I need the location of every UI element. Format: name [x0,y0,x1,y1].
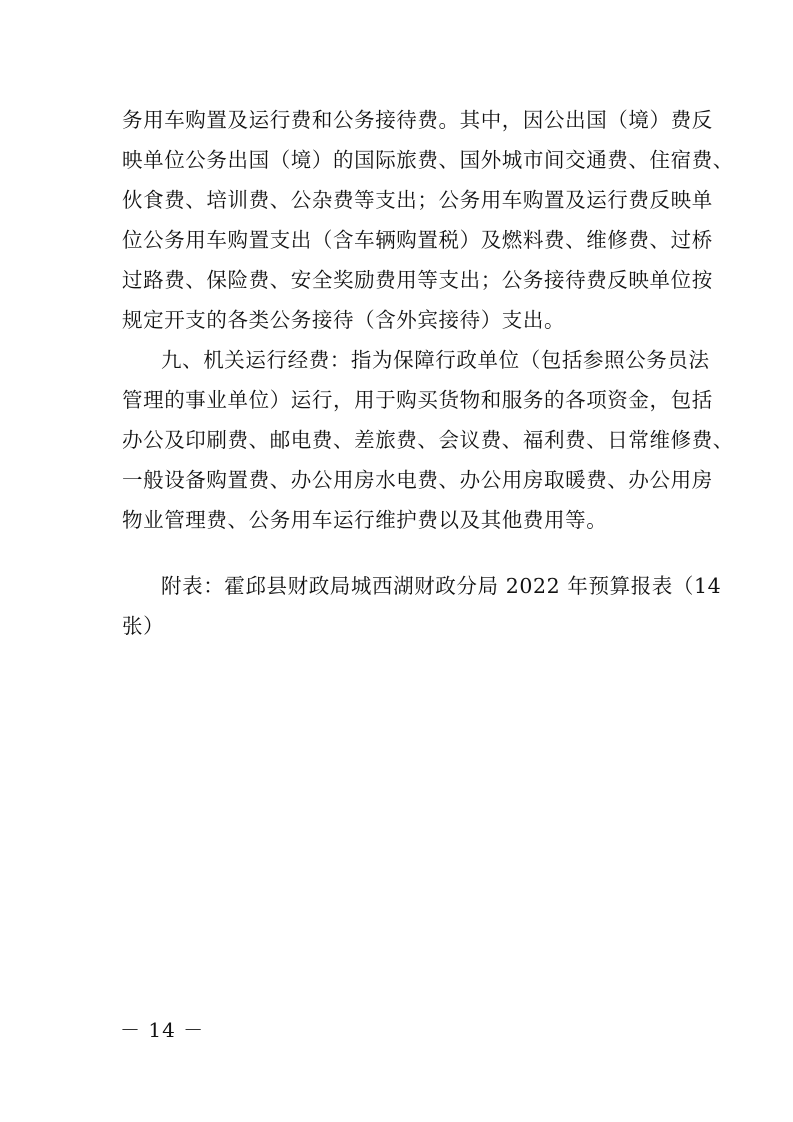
text-line: 张） [122,614,165,638]
text-line: 映单位公务出国（境）的国际旅费、国外城市间交通费、住宿费、 [122,148,734,172]
page-number: － 14 － [120,1018,205,1042]
text-line: 位公务用车购置支出（含车辆购置税）及燃料费、维修费、过桥 [122,228,713,252]
text-line: 管理的事业单位）运行，用于购买货物和服务的各项资金，包括 [122,388,713,412]
text-line: 一般设备购置费、办公用房水电费、办公用房取暖费、办公用房 [122,468,713,492]
text-line: 九、机关运行经费：指为保障行政单位（包括参照公务员法 [161,348,710,372]
text-line: 伙食费、培训费、公杂费等支出；公务用车购置及运行费反映单 [122,188,713,212]
text-line: 过路费、保险费、安全奖励费用等支出；公务接待费反映单位按 [122,268,713,292]
text-line: 办公及印刷费、邮电费、差旅费、会议费、福利费、日常维修费、 [122,428,734,452]
text-line: 物业管理费、公务用车运行维护费以及其他费用等。 [122,508,608,532]
text-line: 规定开支的各类公务接待（含外宾接待）支出。 [122,308,566,332]
text-line: 务用车购置及运行费和公务接待费。其中，因公出国（境）费反 [122,108,713,132]
text-line: 附表：霍邱县财政局城西湖财政分局 2022 年预算报表（14 [161,574,722,598]
